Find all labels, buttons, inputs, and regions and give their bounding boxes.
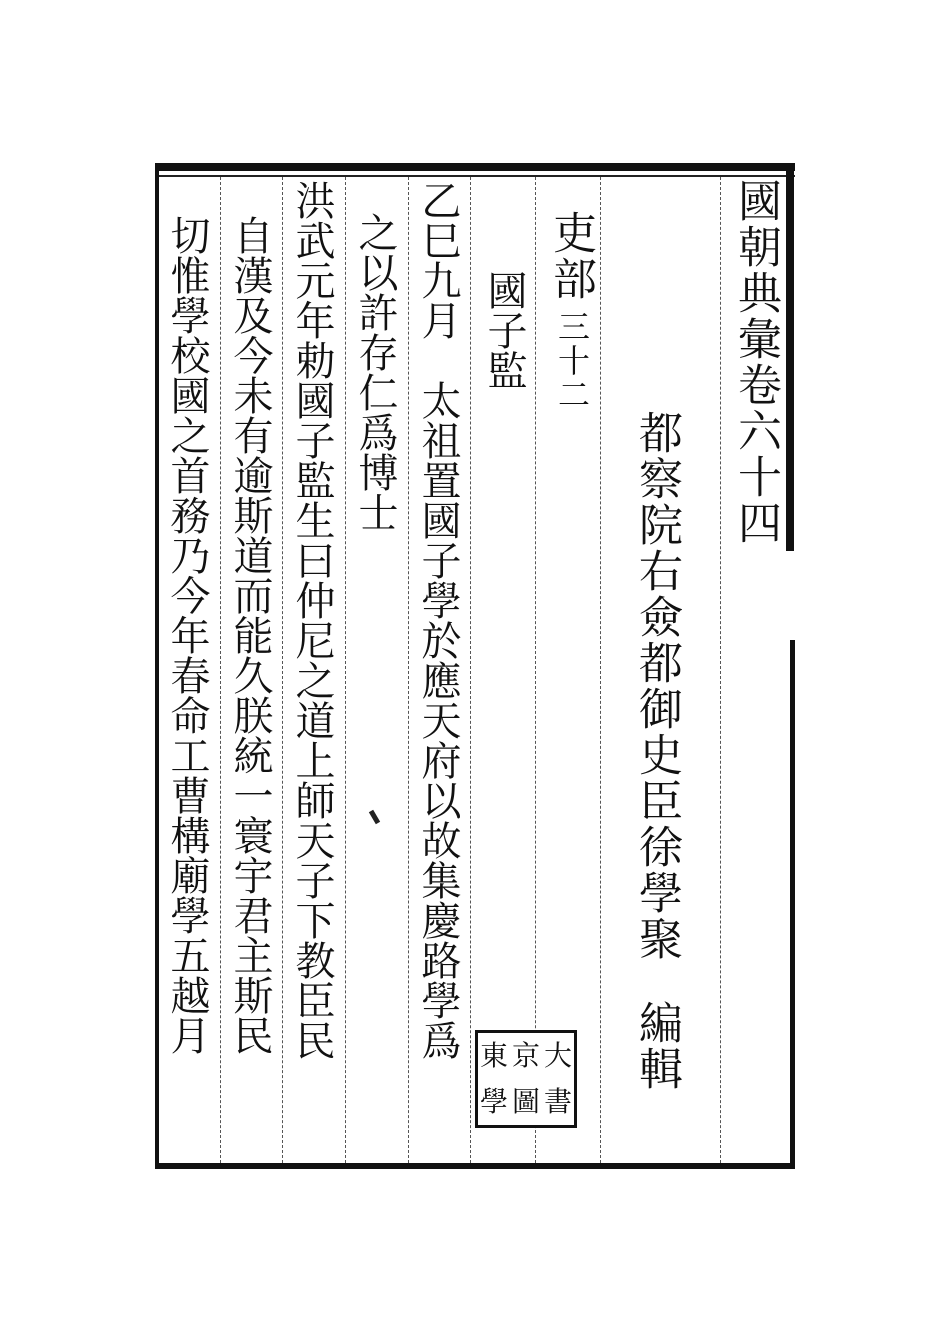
library-seal bbox=[475, 1030, 577, 1128]
frame-left-rule bbox=[155, 163, 159, 1169]
frame-top-inner-rule bbox=[155, 175, 795, 177]
column-divider bbox=[408, 177, 410, 1163]
seal-char: 京 bbox=[511, 1039, 540, 1072]
volume-title: 國朝典彙卷六十四 bbox=[730, 178, 781, 546]
seal-char: 書 bbox=[543, 1085, 572, 1118]
seal-char: 圖 bbox=[511, 1085, 540, 1118]
column-divider bbox=[720, 177, 722, 1163]
frame-bottom-rule bbox=[155, 1163, 795, 1169]
compiler-line: 都察院右僉都御史臣徐學聚 bbox=[631, 410, 682, 962]
column-divider bbox=[282, 177, 284, 1163]
body-line-3: 洪武元年勅國子監生曰仲尼之道上師天子下教臣民 bbox=[289, 180, 335, 1060]
frame-right-rule bbox=[786, 163, 794, 551]
column-divider bbox=[220, 177, 222, 1163]
seal-char: 大 bbox=[543, 1039, 572, 1072]
column-divider bbox=[600, 177, 602, 1163]
punctuation-mark bbox=[369, 810, 380, 825]
compiler-role: 編輯 bbox=[631, 1000, 682, 1092]
subsection-heading: 國子監 bbox=[481, 270, 527, 390]
column-divider bbox=[470, 177, 472, 1163]
frame-right-rule-lower bbox=[790, 640, 795, 1169]
section-number: 三十二 bbox=[553, 310, 591, 412]
column-divider bbox=[345, 177, 347, 1163]
body-line-4: 自漢及今未有逾斯道而能久朕統一寰宇君主斯民 bbox=[227, 215, 273, 1055]
seal-char: 學 bbox=[479, 1085, 508, 1118]
frame-top-rule bbox=[155, 163, 795, 171]
body-line-5: 切惟學校國之首務乃今年春命工曹構廟學五越月 bbox=[164, 215, 210, 1055]
department-heading: 吏部 bbox=[545, 210, 596, 302]
column-divider bbox=[535, 177, 537, 1163]
body-line-2: 之以許存仁爲博士 bbox=[352, 212, 398, 532]
body-line-1: 乙巳九月 太祖置國子學於應天府以故集慶路學爲 bbox=[415, 180, 461, 1060]
seal-char: 東 bbox=[479, 1039, 508, 1072]
